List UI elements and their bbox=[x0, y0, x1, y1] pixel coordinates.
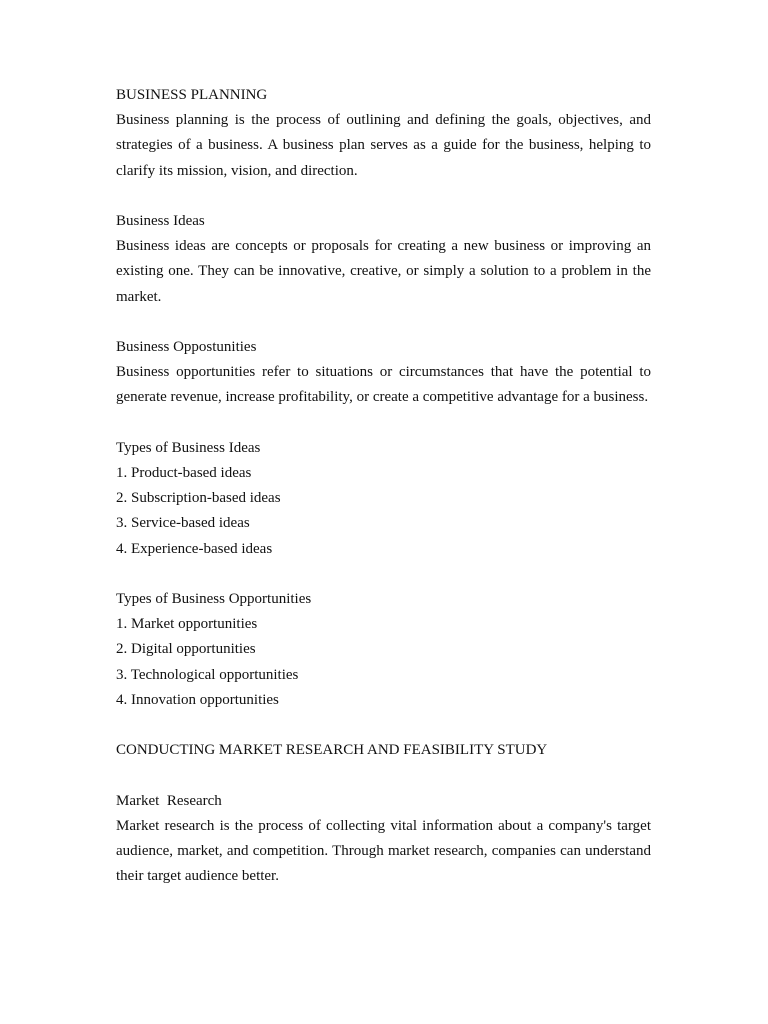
document-page bbox=[116, 83, 651, 889]
spacer bbox=[116, 562, 651, 587]
section-heading-market-research: Market Research bbox=[116, 792, 222, 809]
section-heading-types-of-ideas: Types of Business Ideas bbox=[116, 439, 261, 456]
list-item: 2. Subscription-based ideas bbox=[116, 490, 281, 507]
section-heading-business-opportunities: Business Oppostunities bbox=[116, 339, 257, 355]
list-item: 4. Innovation opportunities bbox=[116, 691, 279, 708]
paragraph-market-research: Market research is the process of collecting vital information about a company's target audience, market, and competition. Through market research, companies can understand their target audience better. bbox=[116, 817, 651, 885]
paragraph-business-ideas: Business ideas are concepts or proposals for creating a new business or improving an existing one. They can be innovative, creative, or simply a solution to a problem in the market. bbox=[116, 238, 651, 305]
paragraph-business-opportunities: Business opportunities refer to situations or circumstances that have the potential to generate revenue, increase profitability, or create a competitive advantage for a business. bbox=[116, 364, 651, 406]
spacer bbox=[116, 310, 651, 335]
spacer bbox=[116, 411, 651, 436]
list-item: 3. Technological opportunities bbox=[116, 666, 299, 683]
spacer bbox=[116, 713, 651, 738]
list-item: 1. Product-based ideas bbox=[116, 465, 252, 481]
paragraph-business-planning: Business planning is the process of outlining and defining the goals, objectives, and strategies of a business. A business plan serves as a guide for the business, helping to clarify its mission, vision, and direction. bbox=[116, 112, 651, 179]
list-item: 1. Market opportunities bbox=[116, 616, 258, 633]
list-types-of-ideas bbox=[116, 461, 651, 562]
list-item: 3. Service-based ideas bbox=[116, 515, 250, 532]
spacer bbox=[116, 763, 651, 788]
section-heading-business-ideas: Business Ideas bbox=[116, 213, 205, 229]
section-heading-conducting-market-research: CONDUCTING MARKET RESEARCH AND FEASIBILITY STUDY bbox=[116, 742, 548, 759]
list-types-of-opportunities bbox=[116, 612, 651, 713]
section-heading-types-of-opportunities: Types of Business Opportunities bbox=[116, 591, 312, 607]
list-item: 2. Digital opportunities bbox=[116, 641, 256, 658]
list-item: 4. Experience-based ideas bbox=[116, 540, 273, 557]
spacer bbox=[116, 184, 651, 209]
section-heading-business-planning: BUSINESS PLANNING bbox=[116, 87, 268, 103]
